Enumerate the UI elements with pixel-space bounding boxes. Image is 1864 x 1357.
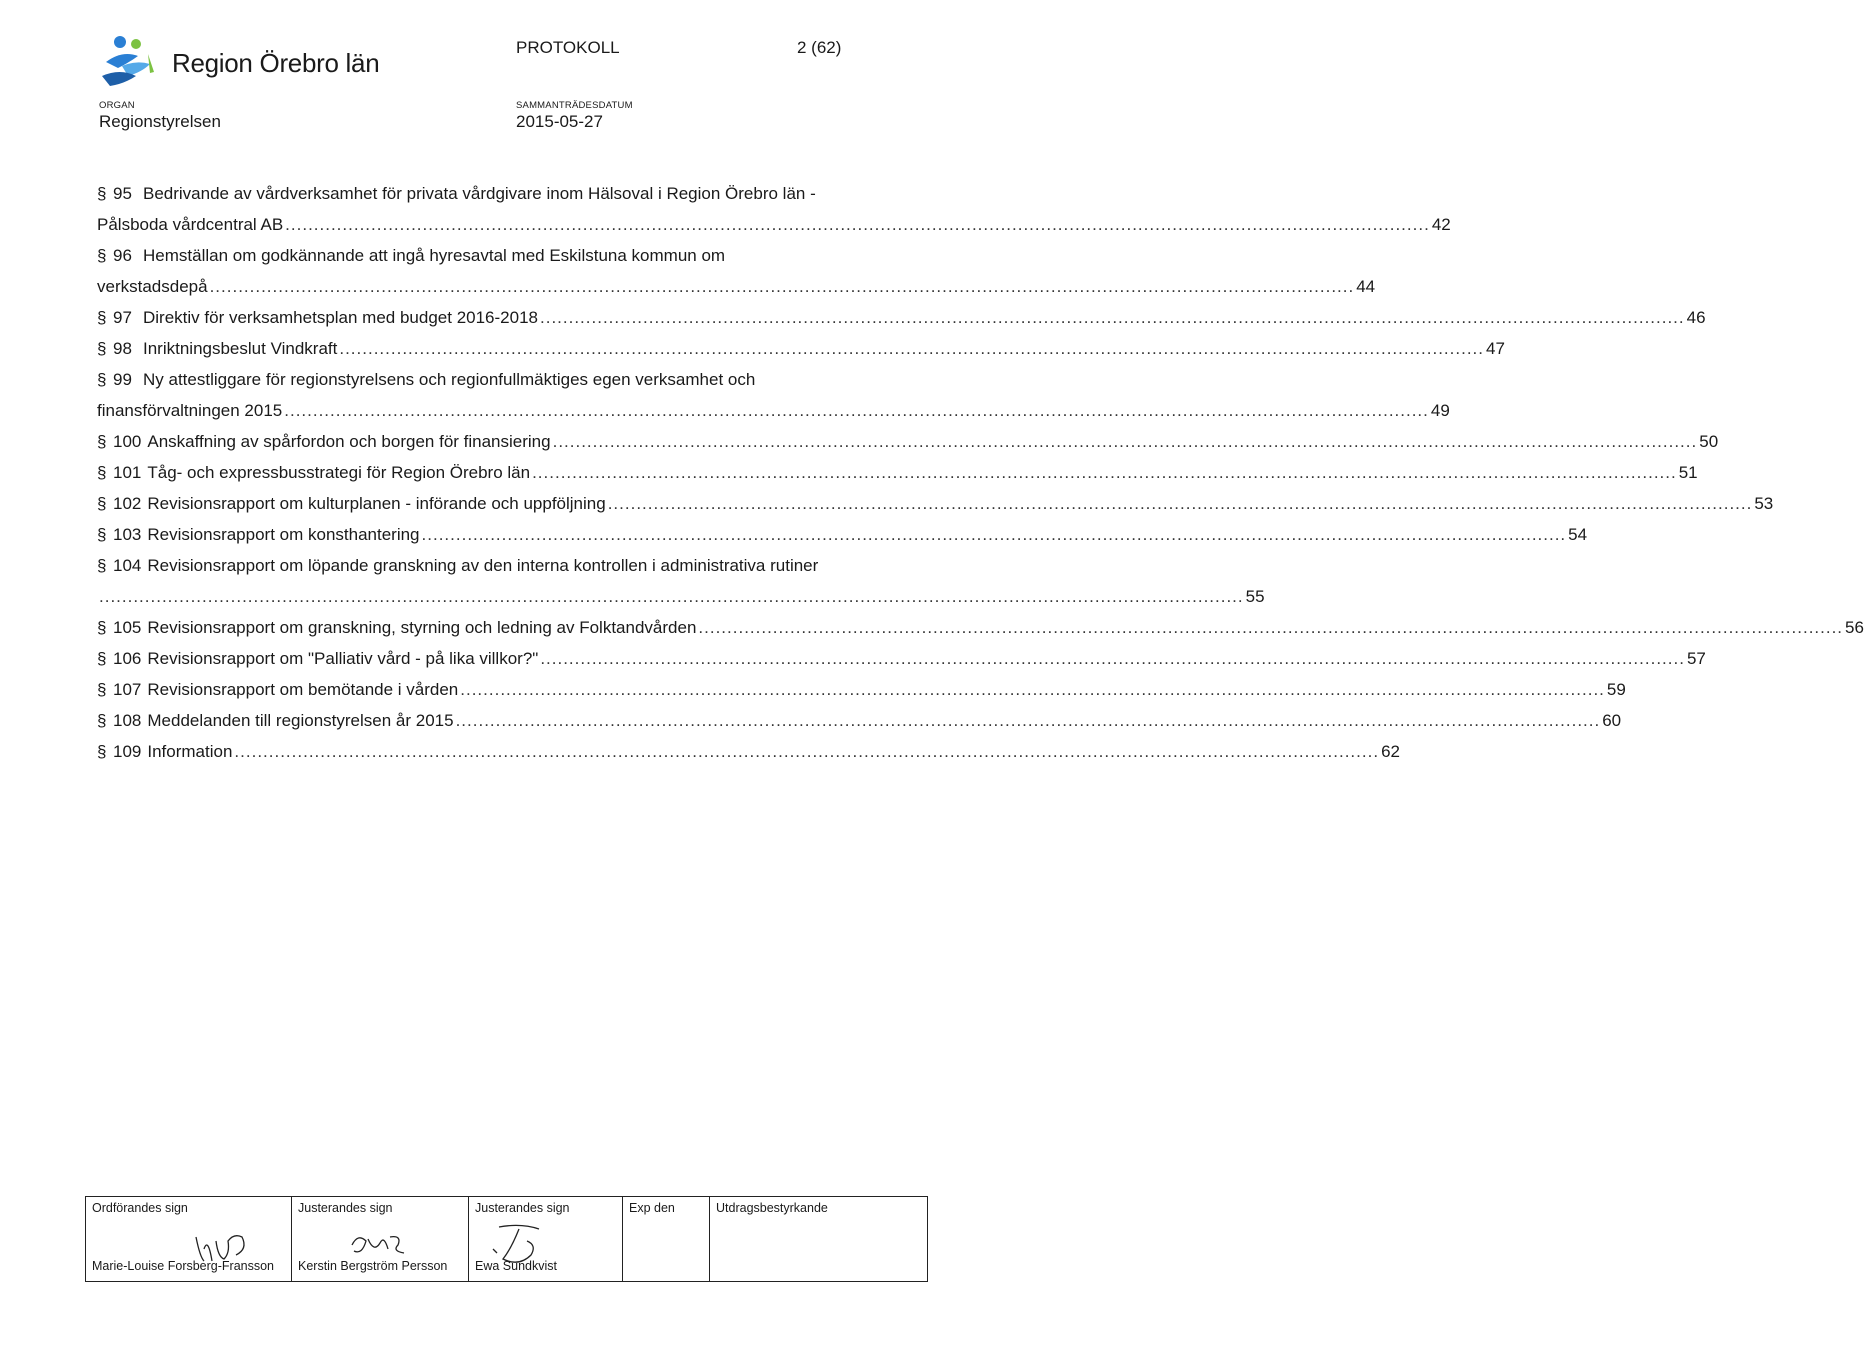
toc-title: verkstadsdepå <box>97 277 208 296</box>
toc-page-number: 44 <box>1356 277 1376 296</box>
toc-line <box>97 736 1400 767</box>
toc-page-number: 55 <box>1245 587 1265 606</box>
toc-line <box>97 519 1588 550</box>
toc-section-number: 109 <box>113 742 142 761</box>
toc-line <box>97 488 1774 519</box>
toc-entry <box>97 240 1376 302</box>
toc-title: Revisionsrapport om kulturplanen - införande och uppföljning <box>147 494 606 513</box>
section-symbol: § <box>97 649 107 668</box>
toc-page-number: 56 <box>1845 618 1864 637</box>
dot-leader: ........................................................................................................................................................................................................ <box>234 742 1380 761</box>
section-symbol: § <box>97 432 107 451</box>
toc-title: Information <box>147 742 233 761</box>
dot-leader: ........................................................................................................................................................................................................ <box>552 432 1698 451</box>
adjuster1-name: Kerstin Bergström Persson <box>298 1259 448 1273</box>
toc-title: Ny attestliggare för regionstyrelsens och regionfullmäktiges egen verksamhet och <box>143 370 756 389</box>
section-symbol: § <box>97 184 107 203</box>
section-symbol: § <box>97 339 107 358</box>
adjuster1-signature-mark <box>344 1229 414 1259</box>
section-symbol: § <box>97 463 107 482</box>
section-symbol: § <box>97 711 107 730</box>
toc-page-number: 49 <box>1430 401 1450 420</box>
toc-section-number: 104 <box>113 556 142 575</box>
toc-title: Inriktningsbeslut Vindkraft <box>143 339 338 358</box>
toc-section-number: 107 <box>113 680 142 699</box>
toc-page-number: 50 <box>1699 432 1719 451</box>
toc-section-number: 101 <box>113 463 142 482</box>
dot-leader: ........................................................................................................................................................................................................ <box>455 711 1601 730</box>
toc-line <box>97 581 1265 612</box>
toc-title: Revisionsrapport om löpande granskning av den interna kontrollen i administrativa rutiner <box>147 556 819 575</box>
section-symbol: § <box>97 618 107 637</box>
toc-page-number: 47 <box>1486 339 1505 358</box>
toc-page-number: 59 <box>1606 680 1626 699</box>
toc-entry <box>97 519 1588 550</box>
toc-title: finansförvaltningen 2015 <box>97 401 283 420</box>
toc-section-number: 96 <box>113 246 132 265</box>
toc-entry <box>97 178 1451 240</box>
toc-entry <box>97 674 1626 705</box>
toc-section-number: 95 <box>113 184 132 203</box>
chair-signature-label: Ordförandes sign <box>92 1201 188 1215</box>
toc-line <box>97 240 856 271</box>
adjuster2-signature-cell <box>469 1197 623 1282</box>
toc-line <box>97 395 1450 426</box>
toc-entry <box>97 550 1265 612</box>
extract-label: Utdragsbestyrkande <box>716 1201 828 1215</box>
section-symbol: § <box>97 742 107 761</box>
toc-line <box>97 426 1719 457</box>
toc-title: Bedrivande av vårdverksamhet för privata vårdgivare inom Hälsoval i Region Örebro län - <box>143 184 816 203</box>
toc-page-number: 62 <box>1381 742 1400 761</box>
dot-leader: ........................................................................................................................................................................................................ <box>540 308 1685 327</box>
section-symbol: § <box>97 370 107 389</box>
toc-section-number: 108 <box>113 711 142 730</box>
section-symbol: § <box>97 494 107 513</box>
dot-leader: ........................................................................................................................................................................................................ <box>421 525 1567 544</box>
signature-table <box>85 1196 928 1282</box>
dot-leader: ........................................................................................................................................................................................................ <box>532 463 1677 482</box>
dot-leader: ........................................................................................................................................................................................................ <box>285 215 1430 234</box>
organ-value: Regionstyrelsen <box>99 112 221 131</box>
toc-line <box>97 209 1451 240</box>
toc-section-number: 103 <box>113 525 142 544</box>
toc-page-number: 51 <box>1678 463 1698 482</box>
adjuster1-signature-cell <box>292 1197 469 1282</box>
toc-section-number: 100 <box>113 432 142 451</box>
toc-title: Revisionsrapport om bemötande i vården <box>147 680 459 699</box>
dot-leader: ........................................................................................................................................................................................................ <box>339 339 1484 358</box>
toc-section-number: 105 <box>113 618 142 637</box>
toc-page-number: 54 <box>1568 525 1588 544</box>
adjuster2-signature-label: Justerandes sign <box>475 1201 570 1215</box>
toc-entry <box>97 333 1505 364</box>
toc-line <box>97 643 1706 674</box>
toc-title: Pålsboda vårdcentral AB <box>97 215 284 234</box>
toc-page-number: 46 <box>1686 308 1706 327</box>
toc-title: Hemställan om godkännande att ingå hyresavtal med Eskilstuna kommun om <box>143 246 726 265</box>
chair-name: Marie-Louise Forsberg-Fransson <box>92 1259 275 1273</box>
toc-section-number: 97 <box>113 308 132 327</box>
meeting-date-value: 2015-05-27 <box>516 112 603 131</box>
adjuster2-name: Ewa Sundkvist <box>475 1259 557 1273</box>
toc-line <box>97 612 1864 643</box>
toc-title: Revisionsrapport om "Palliativ vård - på lika villkor?" <box>147 649 539 668</box>
toc-entry <box>97 426 1719 457</box>
dot-leader: ........................................................................................................................................................................................................ <box>209 277 1355 296</box>
toc-title: Tåg- och expressbusstrategi för Region Örebro län <box>147 463 531 482</box>
adjuster1-signature-label: Justerandes sign <box>298 1201 393 1215</box>
section-symbol: § <box>97 308 107 327</box>
toc-line <box>97 674 1626 705</box>
toc-page-number: 53 <box>1754 494 1774 513</box>
toc-line <box>97 705 1622 736</box>
section-symbol: § <box>97 246 107 265</box>
toc-entry <box>97 457 1698 488</box>
toc-entry <box>97 612 1864 643</box>
dot-leader: ........................................................................................................................................................................................................ <box>284 401 1429 420</box>
toc-section-number: 106 <box>113 649 142 668</box>
page-number: 2 (62) <box>797 38 842 57</box>
document-type: PROTOKOLL <box>516 38 620 57</box>
toc-line <box>97 333 1505 364</box>
chair-signature-cell <box>86 1197 292 1282</box>
dot-leader: ........................................................................................................................................................................................................ <box>460 680 1605 699</box>
toc-section-number: 99 <box>113 370 132 389</box>
dot-leader: ........................................................................................................................................................................................................ <box>607 494 1753 513</box>
extract-cell <box>710 1197 928 1282</box>
toc-line <box>97 271 1376 302</box>
dot-leader: ........................................................................................................................................................................................................ <box>540 649 1685 668</box>
toc-page-number: 57 <box>1686 649 1706 668</box>
section-symbol: § <box>97 680 107 699</box>
toc-entry <box>97 643 1706 674</box>
toc-entry <box>97 488 1774 519</box>
toc-title: Meddelanden till regionstyrelsen år 2015 <box>147 711 454 730</box>
toc-entry <box>97 302 1706 333</box>
exp-label: Exp den <box>629 1201 675 1215</box>
exp-cell <box>623 1197 710 1282</box>
toc-section-number: 102 <box>113 494 142 513</box>
toc-title: Revisionsrapport om granskning, styrning och ledning av Folktandvården <box>147 618 697 637</box>
toc-section-number: 98 <box>113 339 132 358</box>
dot-leader: ........................................................................................................................................................................................................ <box>698 618 1844 637</box>
meeting-date-label: SAMMANTRÄDESDATUM <box>516 100 633 111</box>
toc-line <box>97 364 856 395</box>
toc-title: Anskaffning av spårfordon och borgen för finansiering <box>147 432 551 451</box>
toc-entry <box>97 705 1622 736</box>
dot-leader: ........................................................................................................................................................................................................ <box>99 587 1244 606</box>
section-symbol: § <box>97 556 107 575</box>
brand-name: Region Örebro län <box>172 48 380 78</box>
toc-line <box>97 302 1706 333</box>
toc-line <box>97 457 1698 488</box>
section-symbol: § <box>97 525 107 544</box>
toc-entry <box>97 736 1400 767</box>
toc-page-number: 42 <box>1431 215 1451 234</box>
toc-title: Revisionsrapport om konsthantering <box>147 525 420 544</box>
toc-page-number: 60 <box>1602 711 1622 730</box>
toc-entry <box>97 364 1450 426</box>
toc-title: Direktiv för verksamhetsplan med budget 2016-2018 <box>143 308 538 327</box>
toc-line <box>97 178 856 209</box>
table-of-contents <box>97 178 1864 767</box>
toc-line <box>97 550 856 581</box>
region-logo-icon <box>92 32 164 92</box>
organ-label: ORGAN <box>99 100 135 111</box>
